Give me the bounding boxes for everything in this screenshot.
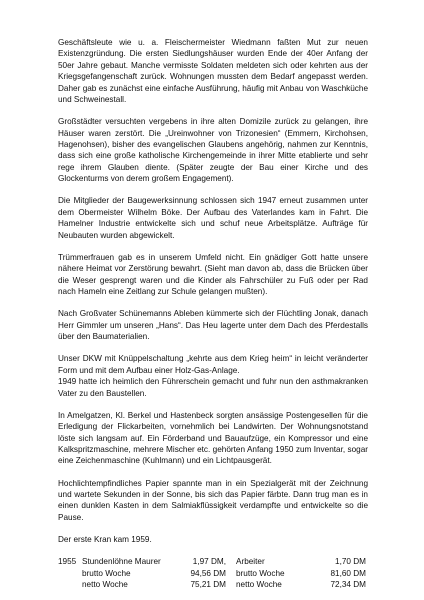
paragraph-lichtpause: Hochlichtempfindliches Papier spannte man in ein Spezialgerät mit der Zeichnung und wartete Sekunden in der Sonne, bis sich das Papier färbte. Dann trug man es in einen dunklen Kasten in dem Salmiakflüssigkeit verdampfte und entwickelte so die Pause. (58, 478, 368, 522)
paragraph-grossvater: Nach Großvater Schünemanns Ableben kümmerte sich der Flüchtling Jonak, danach Herr Gimmler um unseren „Hans“. Das Heu lagerte unter dem Dach des Pferdestalls über den Baumaterialien. (58, 309, 368, 342)
paragraph-erster-kran: Der erste Kran kam 1959. (58, 535, 152, 544)
wage-label: Stundenlöhne Maurer (82, 557, 161, 567)
wage-label: netto Woche (236, 580, 282, 590)
paragraph-existenzgruendung: Geschäftsleute wie u. a. Fleischermeister Wiedmann faßten Mut zur neuen Existenzgründung. Die ersten Siedlungshäuser wurden Ende der 40er Anfang der 50er Jahre gebaut. Manche vermisste Soldaten meldeten sich oder kehrten aus der Kriegsgefangenschaft zurück. Wohnungen mussten dem Bedarf angepasst werden. Daher gab es zunächst eine einfache Ausführung, häufig mit Anbau von Waschküche und Schweinestall. (58, 38, 368, 105)
wage-value: 94,56 DM (190, 568, 226, 578)
wage-label: brutto Woche (236, 568, 285, 578)
paragraph-grossstaedter: Großstädter versuchten vergebens in ihre alten Domizile zurück zu gelangen, ihre Häuser waren zerstört. Die „Ureinwohner von Trizonesien“ (Emmern, Kirchohsen, Hagenohsen), bisher des evangelischen Glaubens angehörig, nahmen zur Kenntnis, dass sich eine große katholische Kirchengemeinde in ihrer Mitte etablierte und sehr rege ihrem Glauben diente. (Später zeugte der Bau einer Kirche und des Glockenturms von derem großem Engagement). (58, 117, 368, 184)
table-row (58, 579, 366, 590)
wage-year: 1955 (58, 557, 77, 567)
wage-label: Arbeiter (236, 557, 265, 567)
wage-value: 81,60 DM (330, 568, 366, 578)
wage-value: 1,97 DM, (192, 557, 226, 567)
table-row (58, 568, 366, 579)
paragraph-dkw: Unser DKW mit Knüppelschaltung „kehrte aus dem Krieg heim“ in leicht veränderter Form und mit dem Aufbau einer Holz-Gas-Anlage. 1949 hatte ich heimlich den Führerschein gemacht und fuhr nun den asthmakranken Vater zu den Baustellen. (58, 354, 368, 398)
wage-table (58, 556, 366, 590)
table-row (58, 556, 366, 567)
wage-label: brutto Woche (82, 568, 131, 578)
wage-value: 72,34 DM (330, 580, 366, 590)
paragraph-amelgatzen: In Amelgatzen, Kl. Berkel und Hastenbeck sorgten ansässige Postengesellen für die Erledigung der Flickarbeiten, vornehmlich bei Landwirten. Der Wohnungsnotstand löste sich langsam auf. Ein Förderband und Bauaufzüge, ein Kompressor und eine Kalkspritzmaschine, mehrere Mischer etc. gehörten Anfang 1950 zum Inventar, sogar eine Zeichenmaschine (Kuhlmann) und ein Lichtpausgerät. (58, 410, 368, 466)
paragraph-truemmerfrauen: Trümmerfrauen gab es in unserem Umfeld nicht. Ein gnädiger Gott hatte unsere nähere Heimat vor Zerstörung bewahrt. (Sieht man davon ab, dass die Brücken über die Weser gesprengt waren und die Kinder als Fahrschüler zu Fuß oder per Rad nach Hameln eine Zeitlang zur Schule gelangen mußten). (58, 252, 368, 297)
wage-value: 75,21 DM (190, 580, 226, 590)
paragraph-baugewerksinnung: Die Mitglieder der Baugewerksinnung schlossen sich 1947 erneut zusammen unter dem Obermeister Wilhelm Böke. Der Aufbau des Vaterlandes kam in Fahrt. Die Hamelner Industrie entwickelte sich und schuf neue Arbeitsplätze. Aufträge für Neubauten wurden abgewickelt. (58, 196, 368, 240)
wage-value: 1,70 DM (335, 557, 366, 567)
wage-label: netto Woche (82, 580, 128, 590)
